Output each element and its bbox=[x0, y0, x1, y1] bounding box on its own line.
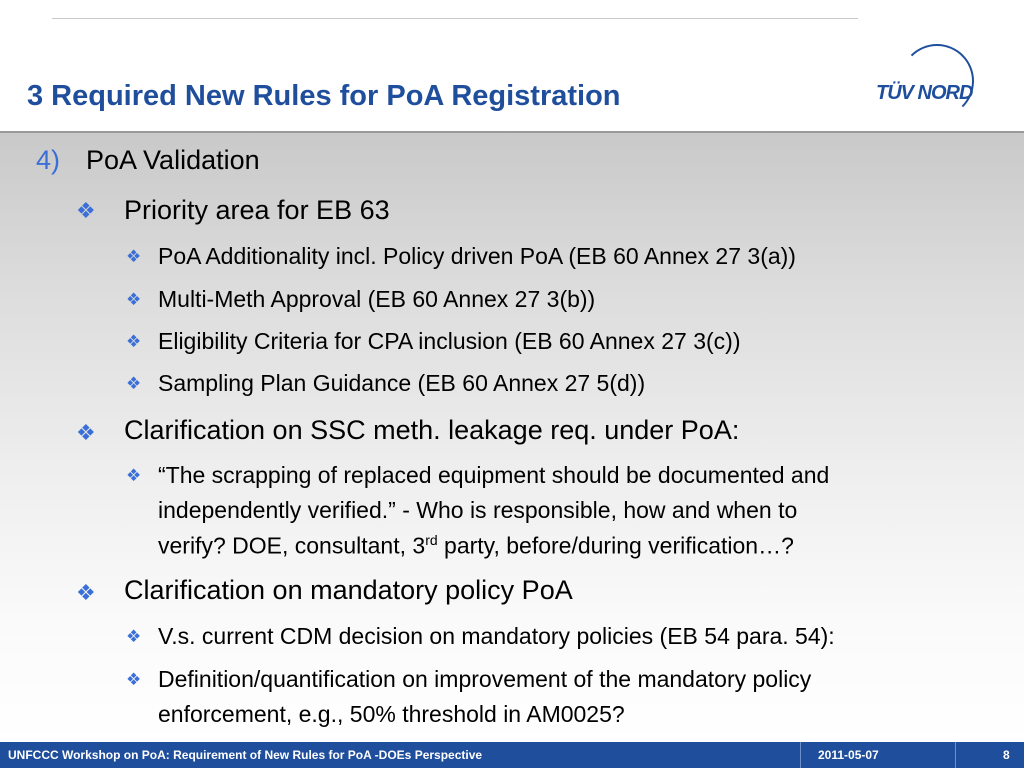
list-item: Multi-Meth Approval (EB 60 Annex 27 3(b)) bbox=[158, 286, 596, 312]
top-rule bbox=[52, 18, 858, 19]
slide-title: 3 Required New Rules for PoA Registration bbox=[27, 80, 621, 112]
slide-content bbox=[0, 133, 1024, 742]
diamond-bullet-icon: ❖ bbox=[76, 580, 96, 605]
footer-page-number: 8 bbox=[1003, 748, 1010, 762]
diamond-bullet-icon: ❖ bbox=[126, 374, 142, 393]
logo-text: TÜV NORD bbox=[876, 82, 973, 104]
diamond-bullet-icon: ❖ bbox=[126, 332, 142, 351]
list-item-continuation: enforcement, e.g., 50% threshold in AM0025? bbox=[158, 701, 625, 727]
quote-text: party, before/during verification…? bbox=[437, 532, 794, 559]
section-heading: PoA Validation bbox=[86, 145, 260, 175]
slide-header bbox=[0, 0, 1024, 132]
slide-footer bbox=[0, 742, 1024, 768]
footer-separator bbox=[800, 742, 801, 768]
quote-line bbox=[158, 532, 794, 560]
diamond-bullet-icon: ❖ bbox=[126, 247, 142, 266]
list-item: PoA Additionality incl. Policy driven PoA (EB 60 Annex 27 3(a)) bbox=[158, 243, 796, 269]
logo-arc-icon bbox=[900, 44, 974, 118]
footer-event: UNFCCC Workshop on PoA: Requirement of New Rules for PoA -DOEs Perspective bbox=[8, 748, 483, 762]
superscript: rd bbox=[425, 532, 438, 548]
diamond-bullet-icon: ❖ bbox=[76, 198, 96, 223]
list-item: Sampling Plan Guidance (EB 60 Annex 27 5(d)) bbox=[158, 370, 646, 396]
list-item: Definition/quantification on improvement of the mandatory policy bbox=[158, 666, 812, 692]
bullet-ssc-leakage: Clarification on SSC meth. leakage req. under PoA: bbox=[124, 415, 740, 445]
footer-separator bbox=[955, 742, 956, 768]
list-item: V.s. current CDM decision on mandatory policies (EB 54 para. 54): bbox=[158, 623, 835, 649]
diamond-bullet-icon: ❖ bbox=[126, 627, 142, 646]
bullet-priority-area: Priority area for EB 63 bbox=[124, 195, 390, 225]
quote-text: verify? DOE, consultant, 3 bbox=[158, 532, 426, 559]
list-item: Eligibility Criteria for CPA inclusion (EB 60 Annex 27 3(c)) bbox=[158, 328, 741, 354]
quote-line: independently verified.” - Who is responsible, how and when to bbox=[158, 497, 798, 523]
diamond-bullet-icon: ❖ bbox=[126, 670, 142, 689]
diamond-bullet-icon: ❖ bbox=[76, 420, 96, 445]
list-number: 4) bbox=[36, 145, 61, 175]
tuv-nord-logo bbox=[872, 44, 982, 124]
diamond-bullet-icon: ❖ bbox=[126, 290, 142, 309]
quote-line: “The scrapping of replaced equipment should be documented and bbox=[158, 462, 830, 488]
bullet-mandatory-policy: Clarification on mandatory policy PoA bbox=[124, 575, 573, 605]
diamond-bullet-icon: ❖ bbox=[126, 466, 142, 485]
footer-date: 2011-05-07 bbox=[818, 748, 879, 762]
